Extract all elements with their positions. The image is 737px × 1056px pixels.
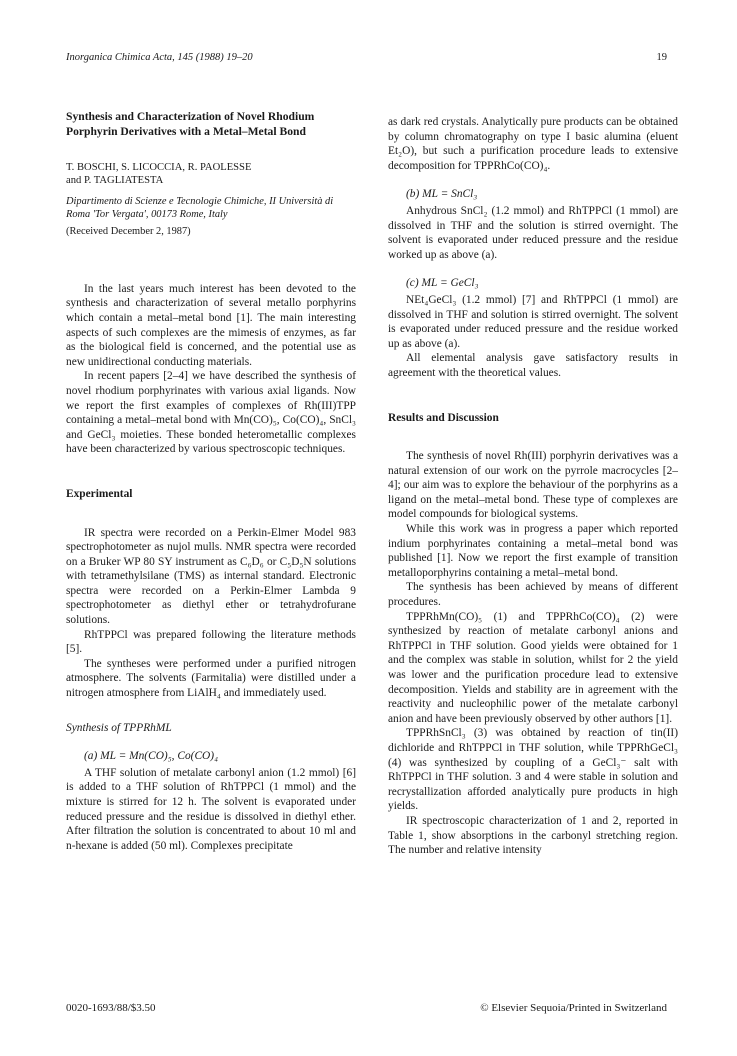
subsection-a-heading: (a) ML = Mn(CO)₅, Co(CO)₄ <box>84 750 219 763</box>
experimental-paragraph-1: IR spectra were recorded on a Perkin-Elmer Model 983 spectrophotometer as nujol mulls. NMR spectra were recorded on a Bruker WP 80 SY instrument as C₆D₆ or C₅D₅N solutions with tetramethylsilane (TMS) as internal standard. Electronic spectra were recorded on a Perkin-Elmer Lambda 9 spectrophotometer as diethyl ether or tetrahydrofurane solutions. <box>66 526 356 627</box>
publisher-notice: © Elsevier Sequoia/Printed in Switzerland <box>480 1002 667 1014</box>
journal-citation: Inorganica Chimica Acta, 145 (1988) 19–20 <box>66 52 253 63</box>
subsection-b-paragraph: Anhydrous SnCl₂ (1.2 mmol) and RhTPPCl (1 mmol) are dissolved in THF and the solution is stirred overnight. The solvent is evaporated under reduced pressure and the residue worked up as above (a). <box>388 204 678 261</box>
right-column <box>388 115 678 858</box>
experimental-paragraph-3: The syntheses were performed under a purified nitrogen atmosphere. The solvents (Farmitalia) were distilled under a nitrogen atmosphere from LiAlH₄ and immediately used. <box>66 657 356 700</box>
subsection-b-heading: (b) ML = SnCl₃ <box>406 188 478 201</box>
left-column <box>66 110 356 853</box>
synthesis-heading: Synthesis of TPPRhML <box>66 721 172 734</box>
results-paragraph-4: TPPRhMn(CO)₅ (1) and TPPRhCo(CO)₄ (2) were synthesized by reaction of metalate carbonyl anions and RhTPPCl in THF solution. Good yields were obtained for 1 and the complex was stable in solution, whilst for 2 the yield was lower and the purification procedure lead to extensive decomposition. Yields and stability are in agreement with the reactivity and nucleophilic power of the metalate carbonyl anion and have been previously observed by other authors [1]. <box>388 610 678 725</box>
subsection-c-paragraph: NEt₄GeCl₃ (1.2 mmol) [7] and RhTPPCl (1 mmol) are dissolved in THF and solution is stirred overnight. The solvent is evaporated under reduced pressure and the residue worked up as above (a). <box>388 293 678 350</box>
authors-line-2: and P. TAGLIATESTA <box>66 175 164 187</box>
results-paragraph-3: The synthesis has been achieved by means of different procedures. <box>388 581 678 609</box>
received-date: (Received December 2, 1987) <box>66 226 191 238</box>
page-number: 19 <box>656 52 667 63</box>
results-paragraph-6: IR spectroscopic characterization of 1 and 2, reported in Table 1, show absorptions in the carbonyl stretching region. The number and relative intensity <box>388 814 678 857</box>
experimental-paragraph-2: RhTPPCl was prepared following the literature methods [5]. <box>66 628 356 656</box>
intro-paragraph-1: In the last years much interest has been devoted to the synthesis and characterization of several metallo porphyrins which contain a metal–metal bond [1]. The main interesting aspects of such complexes are the mimesis of enzymes, as far as the biological field is concerned, and the potential use as new unidirectional conducting materials. <box>66 282 356 368</box>
subsection-a-paragraph: A THF solution of metalate carbonyl anion (1.2 mmol) [6] is added to a THF solution of RhTPPCl (1 mmol) and the mixture is stirred for 12 h. The solvent is evaporated under reduced pressure and the residue is dissolved in diethyl ether. After filtration the solution is concentrated to about 10 ml and n-hexane is added (50 ml). Complexes precipitate <box>66 766 356 852</box>
authors-line-1: T. BOSCHI, S. LICOCCIA, R. PAOLESSE <box>66 162 252 174</box>
continued-paragraph: as dark red crystals. Analytically pure products can be obtained by column chromatography on type I basic alumina (eluent Et₂O), but such a purification procedure leads to extensive decomposition for TPPRhCo(CO)₄. <box>388 116 678 172</box>
subsection-c-paragraph-2: All elemental analysis gave satisfactory results in agreement with the theoretical values. <box>388 352 678 379</box>
results-heading: Results and Discussion <box>388 411 499 424</box>
results-paragraph-2: While this work was in progress a paper which reported indium porphyrinates containing a metal–metal bond was published [1]. Now we report the first example of transition metalloporphyrins containing a metal–metal bond. <box>388 523 678 579</box>
experimental-heading: Experimental <box>66 487 133 500</box>
article-title: Synthesis and Characterization of Novel Rhodium Porphyrin Derivatives with a Metal–Metal Bond <box>66 110 315 138</box>
results-paragraph-1: The synthesis of novel Rh(III) porphyrin derivatives was a natural extension of our work on the pyrrole macrocycles [2–4]; our aim was to explore the behaviour of the porphyrins as a ligand on the metal–metal bond. These type of complexes are model compounds for biological systems. <box>388 450 678 521</box>
affiliation: Dipartimento di Scienze e Tecnologie Chimiche, II Università di Roma 'Tor Vergata', 00173 Rome, Italy <box>66 196 334 221</box>
issn-price-code: 0020-1693/88/$3.50 <box>66 1002 156 1014</box>
subsection-c-heading: (c) ML = GeCl₃ <box>406 277 479 290</box>
results-paragraph-5: TPPRhSnCl₃ (3) was obtained by reaction of tin(II) dichloride and RhTPPCl in THF solution, while TPPRhGeCl₃ (4) was synthesized by coupling of a GeCl₃⁻ salt with RhTPPCl in THF solution. 3 and 4 were stable in solution and recrystallization afforded analytically pure products in high yields. <box>388 727 678 813</box>
intro-paragraph-2: In recent papers [2–4] we have described the synthesis of novel rhodium porphyrinates with various axial ligands. Now we report the first examples of complexes of Rh(III)TPP containing a metal–metal bond with Mn(CO)₅, Co(CO)₄, SnCl₃ and GeCl₃ moieties. These bonded heterometallic complexes have been characterized by various spectroscopic techniques. <box>66 370 356 456</box>
